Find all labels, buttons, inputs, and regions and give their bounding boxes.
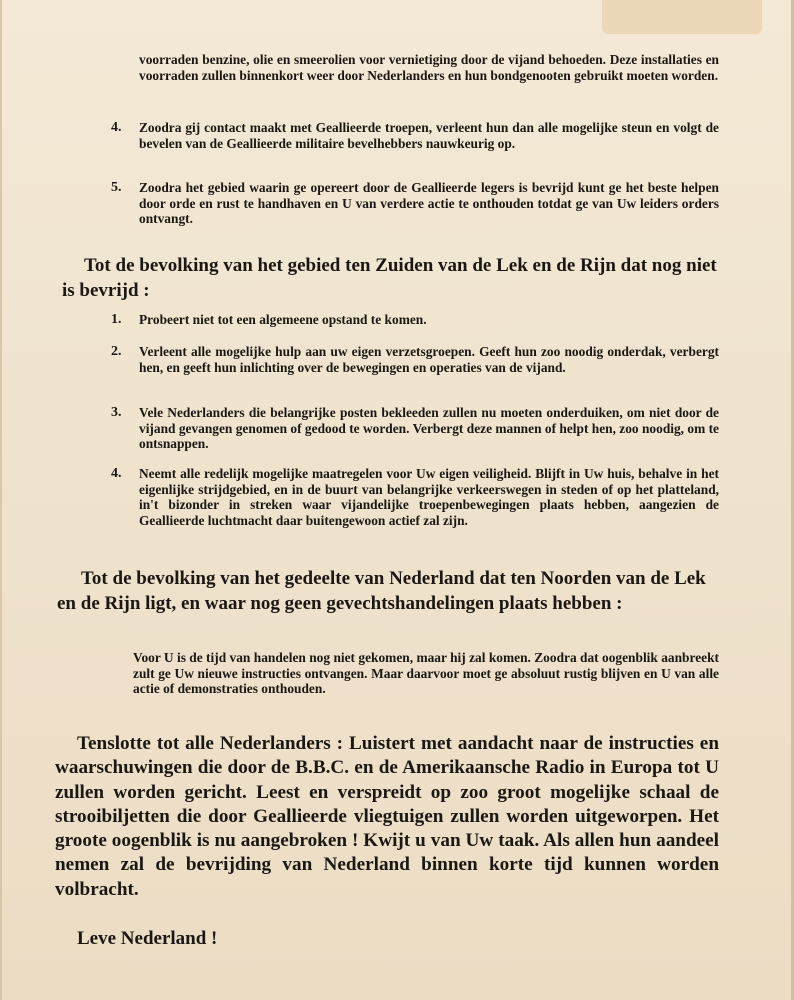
closing-paragraph: Tenslotte tot alle Nederlanders : Luistert met aandacht naar de instructies en waarschuwingen die door de B.B.C. en de Amerikaansche Radio in Europa tot U zullen worden gericht. Leest en verspreidt op zoo groot mogelijke schaal de strooibiljetten die door Geallieerde vliegtuigen zullen worden uitgeworpen. Het groote oogenblik is nu aangebroken ! Kwijt u van Uw taak. Als allen hun aandeel nemen zal de bevrijding van Nederland binnen korte tijd kunnen worden volbracht. (55, 733, 719, 900)
item-number: 4. (111, 120, 122, 135)
item-number: 4. (111, 466, 122, 481)
list-item-text: Vele Nederlanders die belangrijke posten bekleeden zullen nu moeten onderduiken, om niet door de vijand gevangen genomen of gedood te worden. Verbergt deze mannen of helpt hen, zoo noodig, om te ontsnappen. (139, 405, 719, 451)
item-number: 5. (111, 180, 122, 195)
section-north-heading: Tot de bevolking van het gedeelte van Nederland dat ten Noorden van de Lek en de Rijn ligt, en waar nog geen gevechtshandelingen plaats hebben : (57, 568, 706, 614)
list-item-text: Verleent alle mogelijke hulp aan uw eigen verzetsgroepen. Geeft hun zoo noodig onderdak, verbergt hen, en geeft hun inlichting over de bewegingen en operaties van de vijand. (139, 344, 719, 375)
section-north-text: Voor U is de tijd van handelen nog niet gekomen, maar hij zal komen. Zoodra dat oogenblik aanbreekt zult ge Uw nieuwe instructies ontvangen. Maar daarvoor moet ge absoluut rustig blijven en U van alle actie of demonstraties onthouden. (133, 650, 719, 696)
list-item-text: Neemt alle redelijk mogelijke maatregelen voor Uw eigen veiligheid. Blijft in Uw huis, behalve in het eigenlijke strijdgebied, en in de buurt van belangrijke verkeerswegen in steden of op het platteland, in't bizonder in streken waar vijandelijke troepenbewegingen plaats hebben, aangezien de Geallieerde luchtmacht daar buitengewoon actief zal zijn. (139, 466, 719, 528)
item-number: 3. (111, 405, 122, 420)
closing-salute: Leve Nederland ! (77, 928, 218, 949)
item-number: 2. (111, 344, 122, 359)
item-number: 1. (111, 312, 122, 327)
list-item-text: Zoodra gij contact maakt met Geallieerde troepen, verleent hun dan alle mogelijke steun en volgt de bevelen van de Geallieerde militaire bevelhebbers nauwkeurig op. (139, 120, 719, 151)
section-south-heading: Tot de bevolking van het gebied ten Zuiden van de Lek en de Rijn dat nog niet is bevrijd : (62, 255, 717, 301)
list-item-text: Zoodra het gebied waarin ge opereert door de Geallieerde legers is bevrijd kunt ge het beste helpen door orde en rust te handhaven en U van verdere actie te onthouden totdat ge van Uw leiders orders ontvangt. (139, 180, 719, 226)
paper-stain (602, 0, 762, 34)
list-item-text: Probeert niet tot een algemeene opstand te komen. (139, 312, 427, 327)
intro-continuation: voorraden benzine, olie en smeerolien voor vernietiging door de vijand behoeden. Deze installaties en voorraden zullen binnenkort weer door Nederlanders en hun bondgenooten gebruikt moeten worden. (139, 52, 719, 83)
